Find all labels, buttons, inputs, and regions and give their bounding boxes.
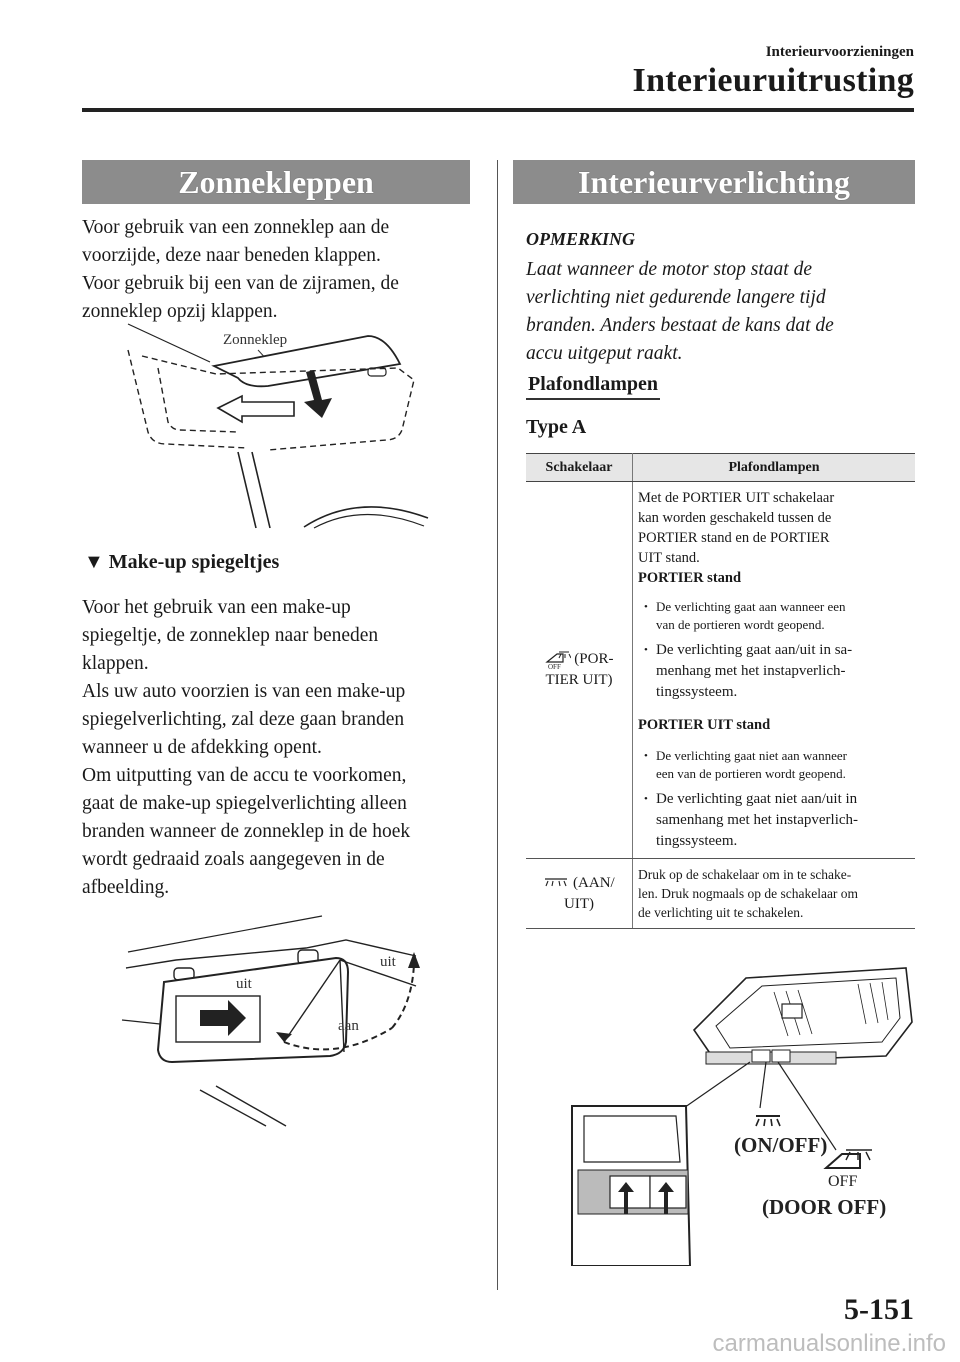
overhead-console-figure <box>566 966 916 1266</box>
on-off-description: Druk op de schakelaar om in te schake- len. Druk nogmaals op de schakelaar om de verlichting uit te schakelen. <box>633 859 916 929</box>
door-off-description: Met de PORTIER UIT schakelaar kan worden geschakeld tussen de PORTIER stand en de PORTIER UIT stand. PORTIER stand • De verlichting gaat aan wanneer een van de portieren wordt geopend. • De verlichting gaat aan/uit in sa- menhang met het instapverlich- tingssysteem. PORTIER UIT stand • De verlichting gaat niet aan wanneer een van de portieren wordt geopend. • De verlichting gaat niet aan/uit in samenhang met het instapverlich- tingssysteem. <box>633 482 916 859</box>
section-marker: ▼ <box>84 551 104 573</box>
watermark: carmanualsonline.info <box>712 1330 946 1357</box>
note-title: OPMERKING <box>526 229 636 249</box>
page-title: Interieuruitrusting <box>632 62 914 99</box>
door-off-label: (DOOR OFF) <box>762 1195 887 1219</box>
zonneklep-label: Zonneklep <box>223 332 288 348</box>
door-off-switch-cell: OFF (POR- TIER UIT) <box>526 482 633 859</box>
makeup-mirror-figure <box>116 912 446 1128</box>
svg-text:OFF: OFF <box>547 662 561 670</box>
section-label: Interieurvoorzieningen <box>765 44 914 60</box>
intro-paragraph: Voor gebruik van een zonneklep aan de voorzijde, deze naar beneden klappen. Voor gebruik bij een van de zijramen, de zonneklep opzij klappen. <box>82 217 399 322</box>
sun-visor-figure <box>118 322 448 530</box>
dome-light-icon <box>543 876 569 890</box>
door-off-icon <box>545 650 571 670</box>
zonnekleppen-banner: Zonnekleppen <box>82 160 470 204</box>
plafondlampen-heading: Plafondlampen <box>526 373 660 400</box>
aan-label: aan <box>338 1018 359 1034</box>
makeup-paragraph: Voor het gebruik van een make-up spiegeltje, de zonneklep naar beneden klappen. Als uw auto voorzien is van een make-up spiegelverlichting, zal deze gaan branden wanneer u de afdekking opent. Om uitputting van de accu te voorkomen, gaat de make-up spiegelverlichting alleen branden wanneer de zonneklep in de hoek wordt gedraaid zoals aangegeven in de afbeelding. <box>82 597 411 898</box>
makeup-heading: ▼ Make-up spiegeltjes <box>84 551 280 573</box>
note-body: Laat wanneer de motor stop staat de verlichting niet gedurende langere tijd branden. Anders bestaat de kans dat de accu uitgeput raakt. <box>526 259 834 364</box>
uit-label-left: uit <box>236 976 252 992</box>
table-row <box>526 859 915 929</box>
off-label: OFF <box>828 1173 858 1190</box>
column-divider <box>497 160 498 1290</box>
lamps-table <box>526 453 915 929</box>
page-number: 5-151 <box>844 1293 914 1326</box>
col-header-plafondlampen: Plafondlampen <box>633 454 916 482</box>
on-off-switch-cell: (AAN/ UIT) <box>526 859 633 929</box>
interieurverlichting-banner: Interieurverlichting <box>513 160 915 204</box>
type-a-label: Type A <box>526 416 587 438</box>
col-header-schakelaar: Schakelaar <box>526 454 633 482</box>
on-off-label: (ON/OFF) <box>734 1133 828 1157</box>
header-rule <box>82 108 914 112</box>
uit-label-right: uit <box>380 954 396 970</box>
table-row <box>526 482 915 859</box>
